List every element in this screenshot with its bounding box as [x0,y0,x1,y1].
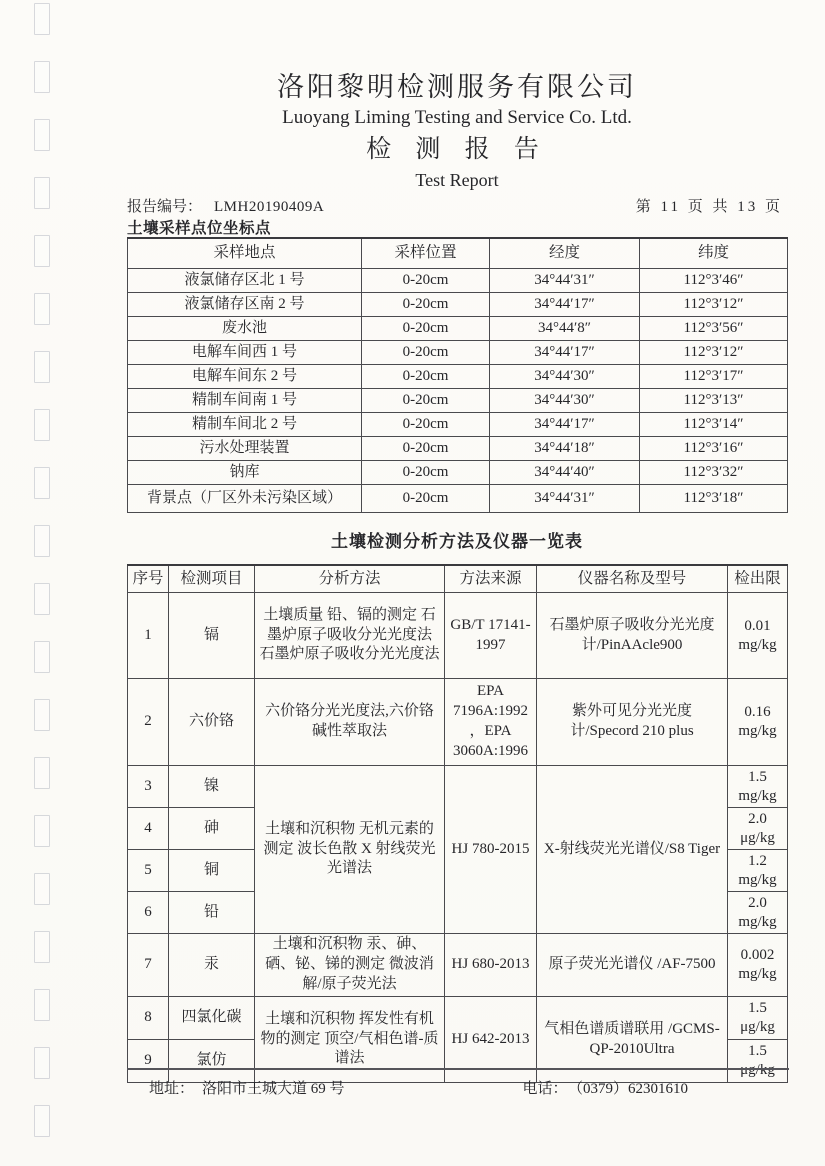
limit-value: 2.0 [748,894,767,911]
methods-cell-no: 9 [128,1040,169,1083]
binding-hole [34,931,50,963]
binding-hole [34,989,50,1021]
report-footer [127,1068,789,1098]
methods-cell-no: 5 [128,850,169,892]
coords-table-cell: 0-20cm [362,389,490,413]
limit-value: 1.5 [748,1000,767,1017]
coords-table-row [128,485,788,513]
methods-cell-no: 4 [128,808,169,850]
coords-table-cell: 电解车间东 2 号 [128,365,362,389]
methods-cell-method: 土壤和沉积物 挥发性有机物的测定 顶空/气相色谱-质谱法 [255,997,445,1083]
methods-cell-limit [728,892,788,934]
methods-cell-source: HJ 642-2013 [445,997,537,1083]
coords-table-cell: 112°3′14″ [640,413,788,437]
coords-table-cell: 34°44′17″ [490,413,640,437]
methods-column-header: 方法来源 [445,565,537,593]
company-name-en: Luoyang Liming Testing and Service Co. Ltd. [282,107,632,128]
binding-hole [34,235,50,267]
binding-hole [34,351,50,383]
coords-table-cell: 液氯储存区北 1 号 [128,269,362,293]
binding-hole [34,409,50,441]
coords-table-cell: 污水处理装置 [128,437,362,461]
limit-value: 0.01 [744,617,771,634]
coords-table-cell: 34°44′17″ [490,293,640,317]
methods-cell-limit [728,808,788,850]
limit-value: 1.5 [748,1043,767,1060]
limit-value: 2.0 [748,810,767,827]
methods-cell-source: EPA 7196A:1992 ，EPA 3060A:1996 [445,679,537,766]
coords-table-cell: 精制车间南 1 号 [128,389,362,413]
binding-hole [34,757,50,789]
coords-table-row [128,317,788,341]
footer-phone-value: （0379）62301610 [575,1081,689,1097]
limit-unit: μg/kg [740,1019,775,1035]
footer-phone [523,1077,689,1098]
coords-table-cell: 34°44′18″ [490,437,640,461]
binding-hole [34,1047,50,1079]
limit-unit: μg/kg [740,829,775,846]
coords-table-cell: 钠库 [128,461,362,485]
binding-hole [34,467,50,499]
binding-hole [34,61,50,93]
methods-cell-instrument: 石墨炉原子吸收分光光度计/PinAAcle900 [537,593,728,679]
limit-value: 1.5 [748,768,767,785]
coords-column-header: 采样位置 [362,238,490,269]
binding-hole [34,641,50,673]
methods-table-row [128,679,788,766]
binding-hole [34,815,50,847]
coords-table-row [128,413,788,437]
binding-hole [34,177,50,209]
coords-table-cell: 34°44′8″ [490,317,640,341]
limit-unit: mg/kg [738,636,777,653]
footer-address-value: 洛阳市王城大道 69 号 [202,1081,345,1097]
report-title-en: Test Report [415,170,499,190]
methods-cell-instrument: 原子荧光光谱仪 /AF-7500 [537,934,728,997]
methods-cell-instrument: 气相色谱质谱联用 /GCMS-QP-2010Ultra [537,997,728,1083]
methods-cell-method: 六价铬分光光度法,六价铬碱性萃取法 [255,679,445,766]
limit-unit: mg/kg [738,723,777,739]
methods-column-header: 检测项目 [169,565,255,593]
methods-cell-no: 1 [128,593,169,679]
coords-table-caption: 土壤采样点位坐标点 [127,220,272,237]
methods-column-header: 序号 [128,565,169,593]
methods-cell-source: HJ 680-2013 [445,934,537,997]
coords-table-cell: 112°3′12″ [640,341,788,365]
methods-table-row [128,997,788,1040]
binding-hole [34,1105,50,1137]
limit-value: 0.16 [744,704,771,721]
coords-table-cell: 112°3′56″ [640,317,788,341]
methods-cell-item: 铜 [169,850,255,892]
coords-table-cell: 34°44′30″ [490,389,640,413]
coords-table-cell: 112°3′17″ [640,365,788,389]
methods-cell-no: 6 [128,892,169,934]
methods-cell-item: 六价铬 [169,679,255,766]
methods-table-title: 土壤检测分析方法及仪器一览表 [331,532,583,551]
coords-column-header: 纬度 [640,238,788,269]
coords-table-row [128,293,788,317]
binding-hole [34,699,50,731]
coords-table-cell: 0-20cm [362,365,490,389]
limit-unit: mg/kg [738,913,777,930]
footer-address-label: 地址： [149,1081,195,1097]
report-content [127,0,787,1083]
methods-cell-instrument: 紫外可见分光光度计/Specord 210 plus [537,679,728,766]
coords-table-cell: 0-20cm [362,341,490,365]
coords-table-cell: 112°3′46″ [640,269,788,293]
coords-table-row [128,341,788,365]
methods-cell-method: 土壤和沉积物 汞、砷、硒、铋、锑的测定 微波消解/原子荧光法 [255,934,445,997]
methods-table-row [128,934,788,997]
methods-cell-no: 8 [128,997,169,1040]
coords-column-header: 经度 [490,238,640,269]
footer-address [149,1077,345,1098]
methods-cell-limit [728,934,788,997]
coords-table-cell: 液氯储存区南 2 号 [128,293,362,317]
limit-unit: mg/kg [738,966,777,982]
coords-table-cell: 34°44′30″ [490,365,640,389]
binding-rail [0,0,70,1166]
binding-hole [34,583,50,615]
footer-phone-label: 电话： [522,1081,568,1097]
company-name-cn: 洛阳黎明检测服务有限公司 [277,72,637,102]
coords-table-row [128,269,788,293]
methods-cell-source: HJ 780-2015 [445,766,537,934]
methods-cell-limit [728,850,788,892]
methods-cell-limit [728,679,788,766]
coords-table-cell: 112°3′13″ [640,389,788,413]
limit-unit: μg/kg [740,1062,775,1078]
coords-table-row [128,389,788,413]
coords-table-cell: 34°44′31″ [490,485,640,513]
coords-table-row [128,365,788,389]
coords-table-cell: 0-20cm [362,485,490,513]
coords-table-cell: 112°3′12″ [640,293,788,317]
methods-cell-source: GB/T 17141-1997 [445,593,537,679]
coords-table-cell: 废水池 [128,317,362,341]
coords-table-cell: 0-20cm [362,317,490,341]
methods-column-header: 检出限 [728,565,788,593]
report-number [127,195,324,216]
report-number-value: LMH20190409A [214,199,325,215]
coords-table-cell: 112°3′32″ [640,461,788,485]
methods-cell-item: 四氯化碳 [169,997,255,1040]
methods-column-header: 仪器名称及型号 [537,565,728,593]
methods-cell-item: 铅 [169,892,255,934]
methods-cell-method: 土壤和沉积物 无机元素的测定 波长色散 X 射线荧光光谱法 [255,766,445,934]
methods-cell-item: 镍 [169,766,255,808]
binding-hole [34,873,50,905]
methods-cell-limit [728,766,788,808]
page-indicator: 第 11 页 共 13 页 [635,199,783,215]
coords-table-cell: 0-20cm [362,437,490,461]
methods-table-row [128,593,788,679]
binding-hole [34,119,50,151]
binding-hole [34,3,50,35]
coords-table-cell: 112°3′16″ [640,437,788,461]
methods-cell-no: 3 [128,766,169,808]
coords-table-cell: 0-20cm [362,293,490,317]
methods-cell-limit [728,593,788,679]
coords-table-cell: 0-20cm [362,269,490,293]
methods-cell-no: 7 [128,934,169,997]
coords-table-cell: 电解车间西 1 号 [128,341,362,365]
methods-cell-no: 2 [128,679,169,766]
methods-cell-instrument: X-射线荧光光谱仪/S8 Tiger [537,766,728,934]
methods-header-row [128,565,788,593]
coords-table [127,237,788,513]
limit-unit: mg/kg [738,871,777,888]
report-meta-row [127,195,787,216]
methods-cell-item: 汞 [169,934,255,997]
methods-column-header: 分析方法 [255,565,445,593]
limit-value: 0.002 [740,947,775,964]
coords-column-header: 采样地点 [128,238,362,269]
coords-table-cell: 34°44′40″ [490,461,640,485]
report-header [127,0,787,192]
coords-table-cell: 34°44′31″ [490,269,640,293]
coords-table-row [128,437,788,461]
methods-cell-item: 砷 [169,808,255,850]
coords-table-row [128,461,788,485]
report-title-cn: 检 测 报 告 [366,136,548,163]
coords-table-cell: 0-20cm [362,413,490,437]
methods-cell-limit [728,997,788,1040]
methods-cell-item: 镉 [169,593,255,679]
binding-hole [34,525,50,557]
limit-unit: mg/kg [738,787,777,804]
report-number-label: 报告编号： [127,199,203,215]
limit-value: 1.2 [748,852,767,869]
methods-cell-method: 土壤质量 铅、镉的测定 石墨炉原子吸收分光光度法 石墨炉原子吸收分光光度法 [255,593,445,679]
binding-hole [34,293,50,325]
coords-header-row [128,238,788,269]
coords-table-cell: 34°44′17″ [490,341,640,365]
coords-table-cell: 112°3′18″ [640,485,788,513]
methods-cell-item: 氯仿 [169,1040,255,1083]
coords-table-cell: 精制车间北 2 号 [128,413,362,437]
coords-table-cell: 背景点（厂区外未污染区域） [128,485,362,513]
methods-table [127,564,788,1083]
coords-table-cell: 0-20cm [362,461,490,485]
methods-table-row [128,766,788,808]
